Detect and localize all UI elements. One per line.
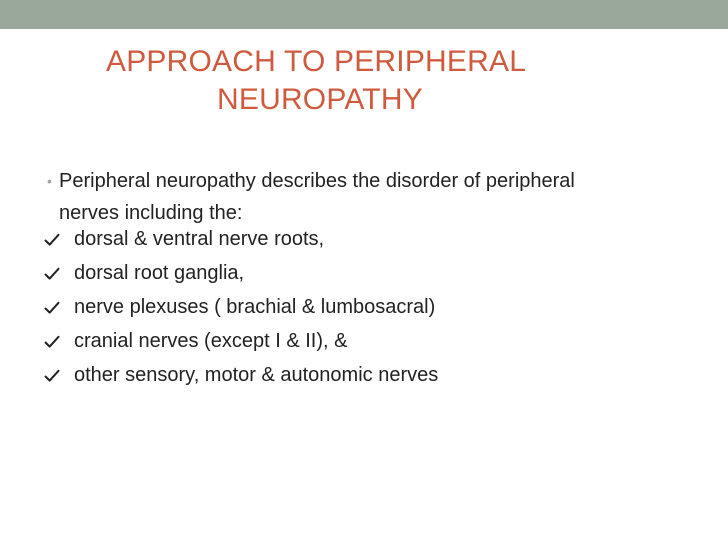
checkmark-icon <box>44 256 64 290</box>
checkmark-icon <box>44 290 64 324</box>
checklist-item <box>0 256 728 290</box>
checklist-item-label: nerve plexuses ( brachial & lumbosacral) <box>74 296 436 318</box>
slide-title-line-1: APPROACH TO PERIPHERAL <box>106 45 527 78</box>
checklist-item-label: dorsal & ventral nerve roots, <box>74 228 325 250</box>
intro-line-1: Peripheral neuropathy describes the disorder of peripheral <box>59 170 575 192</box>
checkmark-icon <box>44 324 64 358</box>
top-decorative-bar <box>0 0 728 29</box>
checklist <box>0 222 728 392</box>
checklist-item-label: dorsal root ganglia, <box>74 262 245 284</box>
intro-text <box>59 165 709 229</box>
intro-line-2: nerves including the: <box>59 202 243 224</box>
checklist-item-label: other sensory, motor & autonomic nerves <box>74 364 439 386</box>
checklist-item <box>0 222 728 256</box>
checklist-item-label: cranial nerves (except I & II), & <box>74 330 348 352</box>
bullet-dot-icon: • <box>47 173 52 189</box>
checkmark-icon <box>44 358 64 392</box>
checkmark-icon <box>44 222 64 256</box>
checklist-item <box>0 290 728 324</box>
checklist-item <box>0 358 728 392</box>
slide-title-line-2: NEUROPATHY <box>217 83 423 116</box>
checklist-item <box>0 324 728 358</box>
